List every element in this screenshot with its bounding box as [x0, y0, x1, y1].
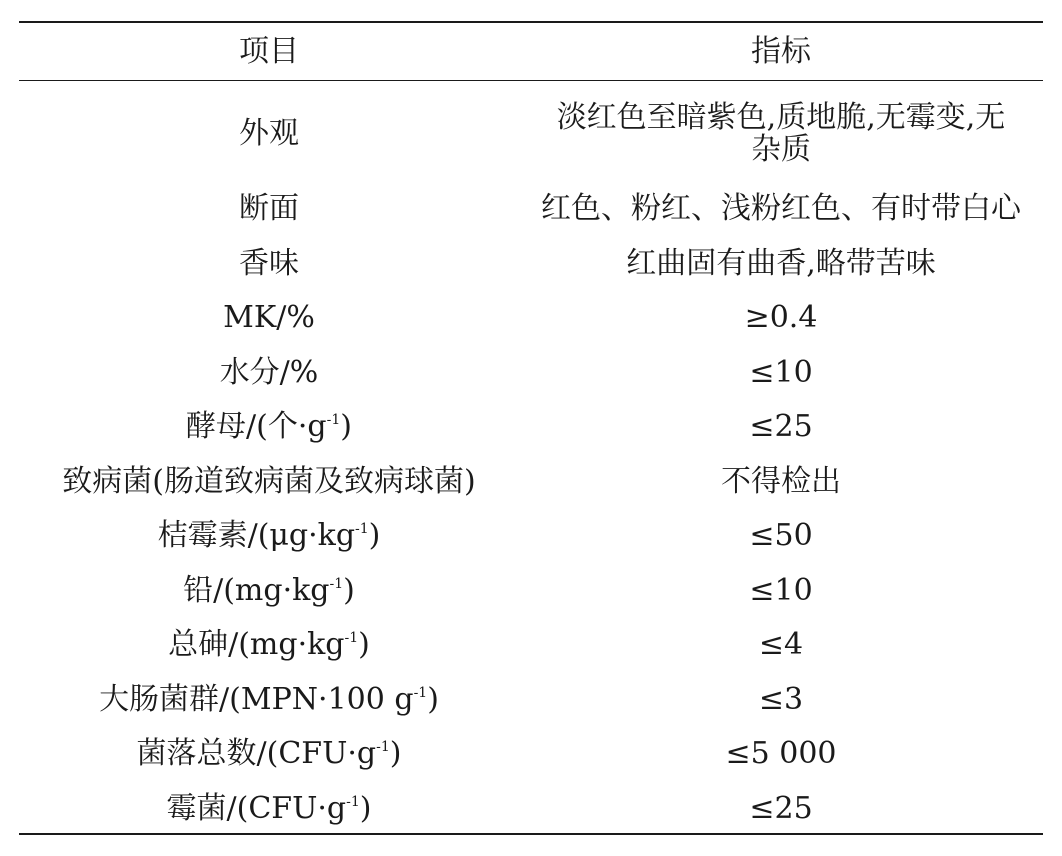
- cell-value: 红色、粉红、浅粉红色、有时带白心: [541, 191, 1021, 227]
- cell-value: 红曲固有曲香,略带苦味: [626, 245, 936, 281]
- cell-value: 淡红色至暗紫色,质地脆,无霉变,无杂质: [556, 100, 1006, 167]
- cell-item: 铅$/(mg\cdot kg^{-1})$: [183, 572, 355, 608]
- cell-value: ≤4: [758, 627, 804, 663]
- table-row: [19, 182, 1043, 237]
- cell-value: ≤50: [749, 518, 813, 554]
- header-indicator: 指标: [751, 33, 811, 69]
- cell-value: ≤5 000: [725, 736, 837, 772]
- header-item: 项目: [239, 33, 299, 69]
- cell-item: 酵母/(个$\cdot g^{-1}$): [186, 409, 352, 445]
- cell-value: ≤3: [758, 681, 804, 717]
- table-header-row: [19, 23, 1043, 80]
- cell-value: ≥0.4: [744, 300, 818, 336]
- table-row: [19, 237, 1043, 292]
- cell-item: 外观: [239, 116, 299, 151]
- cell-value: ≤10: [749, 572, 813, 608]
- cell-item: 菌落总数$/(CFU\cdot g^{-1})$: [136, 736, 402, 772]
- table-row: [19, 400, 1043, 455]
- cell-item: 总砷$/(mg\cdot kg^{-1})$: [168, 627, 370, 663]
- cell-item: 致病菌(肠道致病菌及致病球菌): [62, 463, 476, 499]
- cell-item: 大肠菌群/(MPN·100 $g^{-1}$): [99, 681, 439, 717]
- cell-item: 香味: [239, 245, 299, 281]
- cell-value: ≤25: [749, 409, 813, 445]
- cell-value: 不得检出: [721, 463, 841, 499]
- table-row: [19, 509, 1043, 564]
- cell-item: 桔霉素$/(\mu g\cdot kg^{-1})$: [157, 518, 381, 554]
- table-row: [19, 80, 1043, 182]
- table-row: [19, 782, 1043, 837]
- cell-item: MK/%: [223, 300, 315, 336]
- cell-value: ≤25: [749, 790, 813, 826]
- cell-value: ≤10: [749, 354, 813, 390]
- table-row: [19, 727, 1043, 782]
- table-row: [19, 346, 1043, 401]
- table-row: [19, 618, 1043, 673]
- spec-table: [19, 23, 1043, 836]
- cell-item: 霉菌$/(CFU\cdot g^{-1})$: [166, 790, 372, 826]
- table-row: [19, 291, 1043, 346]
- cell-item: 断面: [239, 191, 299, 227]
- cell-item: 水分/%: [219, 354, 319, 390]
- table-row: [19, 564, 1043, 619]
- table-row: [19, 455, 1043, 510]
- table-row: [19, 673, 1043, 728]
